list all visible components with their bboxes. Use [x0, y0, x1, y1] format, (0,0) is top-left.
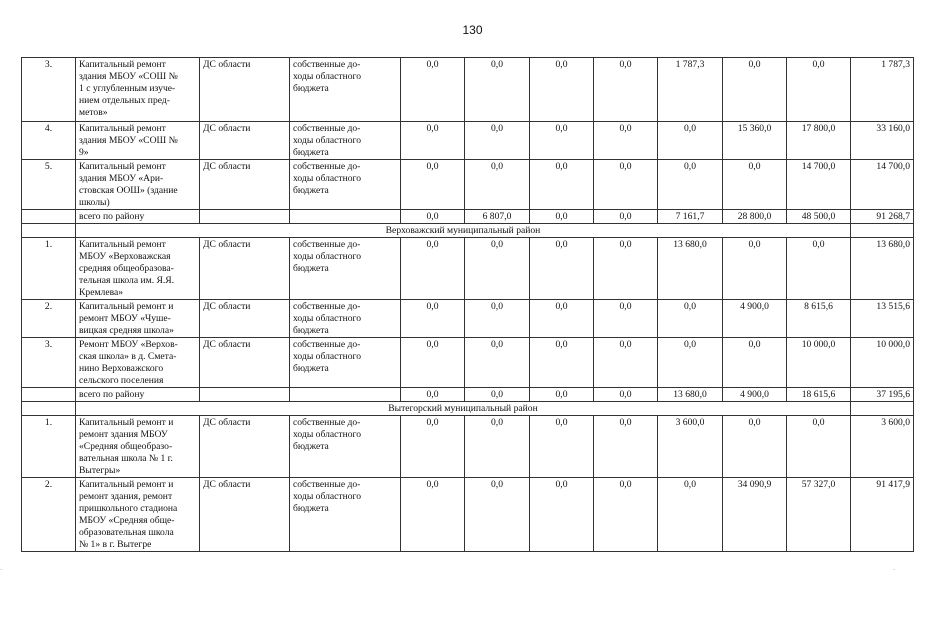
value-cell: 18 615,6	[787, 388, 851, 402]
project-name-line: стовская ООШ» (здание	[79, 185, 178, 196]
project-name-line: Капитальный ремонт и	[79, 479, 174, 490]
value-cell: 0,0	[401, 338, 465, 388]
value-cell: 0,0	[594, 416, 658, 478]
value-cell: 0,0	[594, 122, 658, 160]
funding-source-line: ходы областного	[293, 71, 362, 82]
value-cell: 0,0	[465, 58, 530, 122]
project-name-line: вательная школа № 1 г.	[79, 453, 173, 464]
value-cell: 0,0	[465, 388, 530, 402]
organization: ДС области	[200, 160, 290, 210]
value-cell: 0,0	[530, 210, 594, 224]
empty-cell	[22, 388, 76, 402]
value-cell: 0,0	[594, 238, 658, 300]
value-cell: 91 417,9	[851, 478, 914, 552]
row-number: 3.	[22, 58, 76, 122]
district-title: Верховажский муниципальный район	[76, 224, 851, 238]
project-name	[76, 416, 200, 478]
value-cell: 0,0	[594, 58, 658, 122]
empty-cell	[290, 210, 401, 224]
value-cell: 0,0	[594, 478, 658, 552]
funding-source-line: бюджета	[293, 147, 329, 158]
funding-source-line: ходы областного	[293, 351, 362, 362]
funding-source-line: ходы областного	[293, 491, 362, 502]
project-name	[76, 160, 200, 210]
project-name	[76, 338, 200, 388]
value-cell: 17 800,0	[787, 122, 851, 160]
organization: ДС области	[200, 338, 290, 388]
value-cell: 3 600,0	[658, 416, 723, 478]
section-row	[22, 224, 914, 238]
budget-table	[21, 57, 914, 552]
funding-source-line: собственные до-	[293, 417, 361, 428]
value-cell: 0,0	[401, 416, 465, 478]
table-row	[22, 238, 914, 300]
value-cell: 0,0	[594, 300, 658, 338]
value-cell: 48 500,0	[787, 210, 851, 224]
value-cell: 10 000,0	[851, 338, 914, 388]
value-cell: 0,0	[401, 300, 465, 338]
value-cell: 0,0	[594, 210, 658, 224]
value-cell: 0,0	[530, 238, 594, 300]
value-cell: 1 787,3	[851, 58, 914, 122]
funding-source	[290, 416, 401, 478]
project-name-line: МБОУ «Верховажская	[79, 251, 171, 262]
value-cell: 13 680,0	[851, 238, 914, 300]
empty-cell	[22, 210, 76, 224]
total-label: всего по району	[76, 388, 200, 402]
empty-cell	[851, 224, 914, 238]
value-cell: 8 615,6	[787, 300, 851, 338]
value-cell: 0,0	[594, 160, 658, 210]
value-cell: 0,0	[401, 388, 465, 402]
funding-source-line: бюджета	[293, 441, 329, 452]
project-name-line: школы)	[79, 197, 110, 208]
row-number: 4.	[22, 122, 76, 160]
empty-cell	[200, 210, 290, 224]
empty-cell	[22, 224, 76, 238]
total-label: всего по району	[76, 210, 200, 224]
value-cell: 0,0	[401, 238, 465, 300]
value-cell: 37 195,6	[851, 388, 914, 402]
project-name-line: вицкая средняя школа»	[79, 325, 174, 336]
project-name-line: Капитальный ремонт	[79, 239, 166, 250]
value-cell: 13 680,0	[658, 238, 723, 300]
funding-source-line: ходы областного	[293, 135, 362, 146]
project-name	[76, 238, 200, 300]
value-cell: 0,0	[723, 58, 787, 122]
funding-source-line: бюджета	[293, 185, 329, 196]
funding-source-line: бюджета	[293, 83, 329, 94]
funding-source-line: собственные до-	[293, 59, 361, 70]
table-row	[22, 478, 914, 552]
funding-source-line: ходы областного	[293, 173, 362, 184]
organization: ДС области	[200, 58, 290, 122]
empty-cell	[290, 388, 401, 402]
funding-source-line: собственные до-	[293, 161, 361, 172]
value-cell: 0,0	[465, 416, 530, 478]
organization: ДС области	[200, 300, 290, 338]
funding-source-line: ходы областного	[293, 313, 362, 324]
project-name-line: пришкольного стадиона	[79, 503, 178, 514]
project-name-line: Кремлева»	[79, 287, 124, 298]
value-cell: 0,0	[465, 338, 530, 388]
project-name-line: Капитальный ремонт	[79, 161, 166, 172]
value-cell: 0,0	[401, 210, 465, 224]
value-cell: 91 268,7	[851, 210, 914, 224]
funding-source-line: собственные до-	[293, 339, 361, 350]
value-cell: 4 900,0	[723, 388, 787, 402]
value-cell: 6 807,0	[465, 210, 530, 224]
value-cell: 7 161,7	[658, 210, 723, 224]
row-number: 1.	[22, 238, 76, 300]
project-name	[76, 300, 200, 338]
funding-source-line: бюджета	[293, 263, 329, 274]
project-name-line: Капитальный ремонт и	[79, 417, 174, 428]
value-cell: 0,0	[658, 160, 723, 210]
value-cell: 0,0	[530, 478, 594, 552]
value-cell: 0,0	[530, 338, 594, 388]
value-cell: 0,0	[530, 160, 594, 210]
project-name-line: ремонт здания МБОУ	[79, 429, 168, 440]
funding-source-line: бюджета	[293, 363, 329, 374]
project-name-line: Ремонт МБОУ «Верхов-	[79, 339, 178, 350]
funding-source	[290, 478, 401, 552]
organization: ДС области	[200, 238, 290, 300]
value-cell: 0,0	[723, 160, 787, 210]
value-cell: 0,0	[787, 416, 851, 478]
empty-cell	[22, 402, 76, 416]
funding-source	[290, 338, 401, 388]
value-cell: 0,0	[787, 238, 851, 300]
value-cell: 0,0	[530, 416, 594, 478]
table-row	[22, 338, 914, 388]
organization: ДС области	[200, 416, 290, 478]
funding-source-line: собственные до-	[293, 239, 361, 250]
project-name-line: 9»	[79, 147, 89, 158]
value-cell: 0,0	[530, 58, 594, 122]
table-row	[22, 122, 914, 160]
total-row	[22, 388, 914, 402]
value-cell: 0,0	[465, 122, 530, 160]
value-cell: 0,0	[658, 300, 723, 338]
row-number: 1.	[22, 416, 76, 478]
project-name-line: Вытегры»	[79, 465, 121, 476]
value-cell: 0,0	[594, 388, 658, 402]
page-number: 130	[462, 23, 483, 37]
project-name-line: Капитальный ремонт и	[79, 301, 174, 312]
funding-source-line: бюджета	[293, 325, 329, 336]
funding-source-line: ходы областного	[293, 429, 362, 440]
value-cell: 13 680,0	[658, 388, 723, 402]
table-row	[22, 300, 914, 338]
value-cell: 0,0	[465, 160, 530, 210]
organization: ДС области	[200, 478, 290, 552]
value-cell: 3 600,0	[851, 416, 914, 478]
project-name-line: тельная школа им. Я.Я.	[79, 275, 175, 286]
funding-source	[290, 300, 401, 338]
scan-mark: ·	[0, 566, 3, 574]
project-name-line: метов»	[79, 107, 108, 118]
project-name-line: «Средняя общеобразо-	[79, 441, 173, 452]
value-cell: 14 700,0	[787, 160, 851, 210]
empty-cell	[851, 402, 914, 416]
table-row	[22, 160, 914, 210]
funding-source-line: собственные до-	[293, 123, 361, 134]
row-number: 2.	[22, 478, 76, 552]
project-name-line: здания МБОУ «Ари-	[79, 173, 164, 184]
project-name-line: ремонт МБОУ «Чуше-	[79, 313, 171, 324]
value-cell: 0,0	[658, 338, 723, 388]
project-name-line: нино Верховажского	[79, 363, 164, 374]
total-row	[22, 210, 914, 224]
value-cell: 0,0	[723, 338, 787, 388]
value-cell: 34 090,9	[723, 478, 787, 552]
value-cell: 0,0	[658, 478, 723, 552]
project-name-line: Капитальный ремонт	[79, 59, 166, 70]
value-cell: 33 160,0	[851, 122, 914, 160]
project-name	[76, 478, 200, 552]
value-cell: 57 327,0	[787, 478, 851, 552]
value-cell: 0,0	[530, 388, 594, 402]
funding-source-line: бюджета	[293, 503, 329, 514]
project-name-line: МБОУ «Средняя обще-	[79, 515, 175, 526]
funding-source-line: собственные до-	[293, 301, 361, 312]
district-title: Вытегорский муниципальный район	[76, 402, 851, 416]
value-cell: 28 800,0	[723, 210, 787, 224]
empty-cell	[200, 388, 290, 402]
project-name-line: здания МБОУ «СОШ №	[79, 71, 178, 82]
value-cell: 0,0	[658, 122, 723, 160]
value-cell: 15 360,0	[723, 122, 787, 160]
value-cell: 0,0	[594, 338, 658, 388]
value-cell: 1 787,3	[658, 58, 723, 122]
project-name-line: Капитальный ремонт	[79, 123, 166, 134]
project-name-line: ремонт здания, ремонт	[79, 491, 173, 502]
value-cell: 0,0	[787, 58, 851, 122]
row-number: 2.	[22, 300, 76, 338]
value-cell: 0,0	[465, 300, 530, 338]
value-cell: 0,0	[401, 58, 465, 122]
value-cell: 0,0	[723, 416, 787, 478]
project-name-line: 1 с углубленным изуче-	[79, 83, 176, 94]
project-name	[76, 58, 200, 122]
table-row	[22, 416, 914, 478]
section-row	[22, 402, 914, 416]
value-cell: 0,0	[530, 300, 594, 338]
project-name-line: образовательная школа	[79, 527, 174, 538]
value-cell: 0,0	[401, 160, 465, 210]
row-number: 5.	[22, 160, 76, 210]
project-name-line: средняя общеобразова-	[79, 263, 174, 274]
project-name-line: нием отдельных пред-	[79, 95, 170, 106]
value-cell: 4 900,0	[723, 300, 787, 338]
scan-mark: ·	[893, 566, 896, 574]
value-cell: 14 700,0	[851, 160, 914, 210]
row-number: 3.	[22, 338, 76, 388]
value-cell: 0,0	[465, 478, 530, 552]
funding-source	[290, 238, 401, 300]
funding-source	[290, 160, 401, 210]
table-row	[22, 58, 914, 122]
project-name-line: сельского поселения	[79, 375, 164, 386]
value-cell: 0,0	[723, 238, 787, 300]
value-cell: 0,0	[530, 122, 594, 160]
funding-source-line: ходы областного	[293, 251, 362, 262]
funding-source	[290, 122, 401, 160]
value-cell: 0,0	[465, 238, 530, 300]
project-name-line: № 1» в г. Вытегре	[79, 539, 152, 550]
project-name-line: ская школа» в д. Смета-	[79, 351, 177, 362]
project-name-line: здания МБОУ «СОШ №	[79, 135, 178, 146]
project-name	[76, 122, 200, 160]
organization: ДС области	[200, 122, 290, 160]
value-cell: 0,0	[401, 122, 465, 160]
value-cell: 13 515,6	[851, 300, 914, 338]
funding-source	[290, 58, 401, 122]
value-cell: 10 000,0	[787, 338, 851, 388]
value-cell: 0,0	[401, 478, 465, 552]
funding-source-line: собственные до-	[293, 479, 361, 490]
